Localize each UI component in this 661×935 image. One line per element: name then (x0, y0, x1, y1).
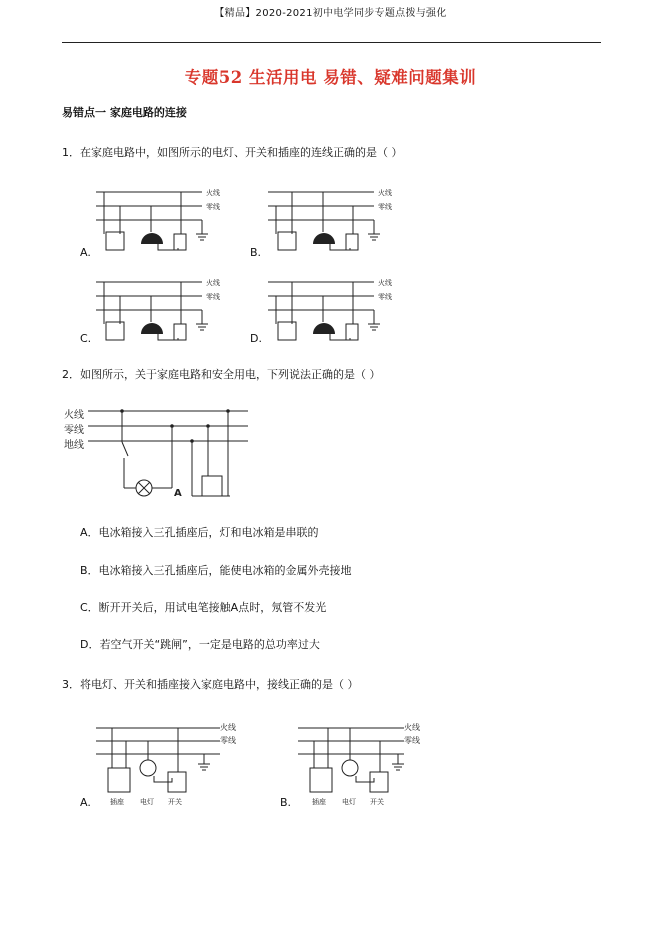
q1-option-d-label: D. (250, 332, 262, 345)
q1c-neutral-label: 零线 (206, 293, 220, 301)
q2-option-d: D．若空气开关“跳闸”，一定是电路的总功率过大 (80, 638, 320, 651)
q1-option-c-label: C. (80, 332, 92, 345)
page-title: 专题52 生活用电 易错、疑难问题集训 (184, 68, 477, 87)
q3b-neutral-label: 零线 (404, 736, 420, 745)
q1-circuit-d (268, 272, 418, 350)
q1c-live-label: 火线 (206, 279, 220, 287)
q2-option-c: C．断开开关后，用试电笔接触A点时，氖管不发光 (80, 601, 327, 614)
q2-option-b: B．电冰箱接入三孔插座后，能使电冰箱的金属外壳接地 (80, 564, 352, 577)
q2-neutral-label: 零线 (64, 425, 84, 436)
q1-circuit-a (96, 182, 246, 260)
q1-circuit-b (268, 182, 418, 260)
q3a-socket-label: 插座 (110, 798, 124, 806)
question-2-text: 2．如图所示，关于家庭电路和安全用电，下列说法正确的是（ ） (62, 368, 381, 381)
question-3-text: 3．将电灯、开关和插座接入家庭电路中，接线正确的是（ ） (62, 678, 359, 691)
q3b-lamp-label: 电灯 (342, 798, 356, 806)
q3a-switch-label: 开关 (168, 798, 182, 806)
q3b-socket-label: 插座 (312, 798, 326, 806)
q1-option-a-label: A. (80, 246, 91, 259)
q1-option-b-label: B. (250, 246, 262, 259)
q3-circuit-b (298, 716, 438, 808)
q1d-live-label: 火线 (378, 279, 392, 287)
section-heading: 易错点一 家庭电路的连接 (62, 106, 187, 119)
q3a-lamp-label: 电灯 (140, 798, 154, 806)
q3b-switch-label: 开关 (370, 798, 384, 806)
q1d-neutral-label: 零线 (378, 293, 392, 301)
q2-ground-label: 地线 (64, 440, 84, 451)
q1b-live-label: 火线 (378, 189, 392, 197)
q2-circuit (62, 400, 262, 505)
page-header: 【精品】2020-2021初中电学同步专题点拨与强化 (214, 8, 447, 19)
q2-live-label: 火线 (64, 410, 84, 421)
q3-circuit-a (96, 716, 236, 808)
q1a-live-label: 火线 (206, 189, 220, 197)
q3-option-a-label: A. (80, 796, 91, 809)
question-1-text: 1．在家庭电路中，如图所示的电灯、开关和插座的连线正确的是（ ） (62, 146, 403, 159)
q3b-live-label: 火线 (404, 723, 420, 732)
q1-circuit-c (96, 272, 246, 350)
q2-option-a: A．电冰箱接入三孔插座后，灯和电冰箱是串联的 (80, 526, 319, 539)
q1b-neutral-label: 零线 (378, 203, 392, 211)
q2-point-a: A (174, 488, 182, 499)
q3a-neutral-label: 零线 (220, 736, 236, 745)
q1a-neutral-label: 零线 (206, 203, 220, 211)
q3-option-b-label: B. (280, 796, 292, 809)
header-rule (62, 42, 601, 43)
q3a-live-label: 火线 (220, 723, 236, 732)
